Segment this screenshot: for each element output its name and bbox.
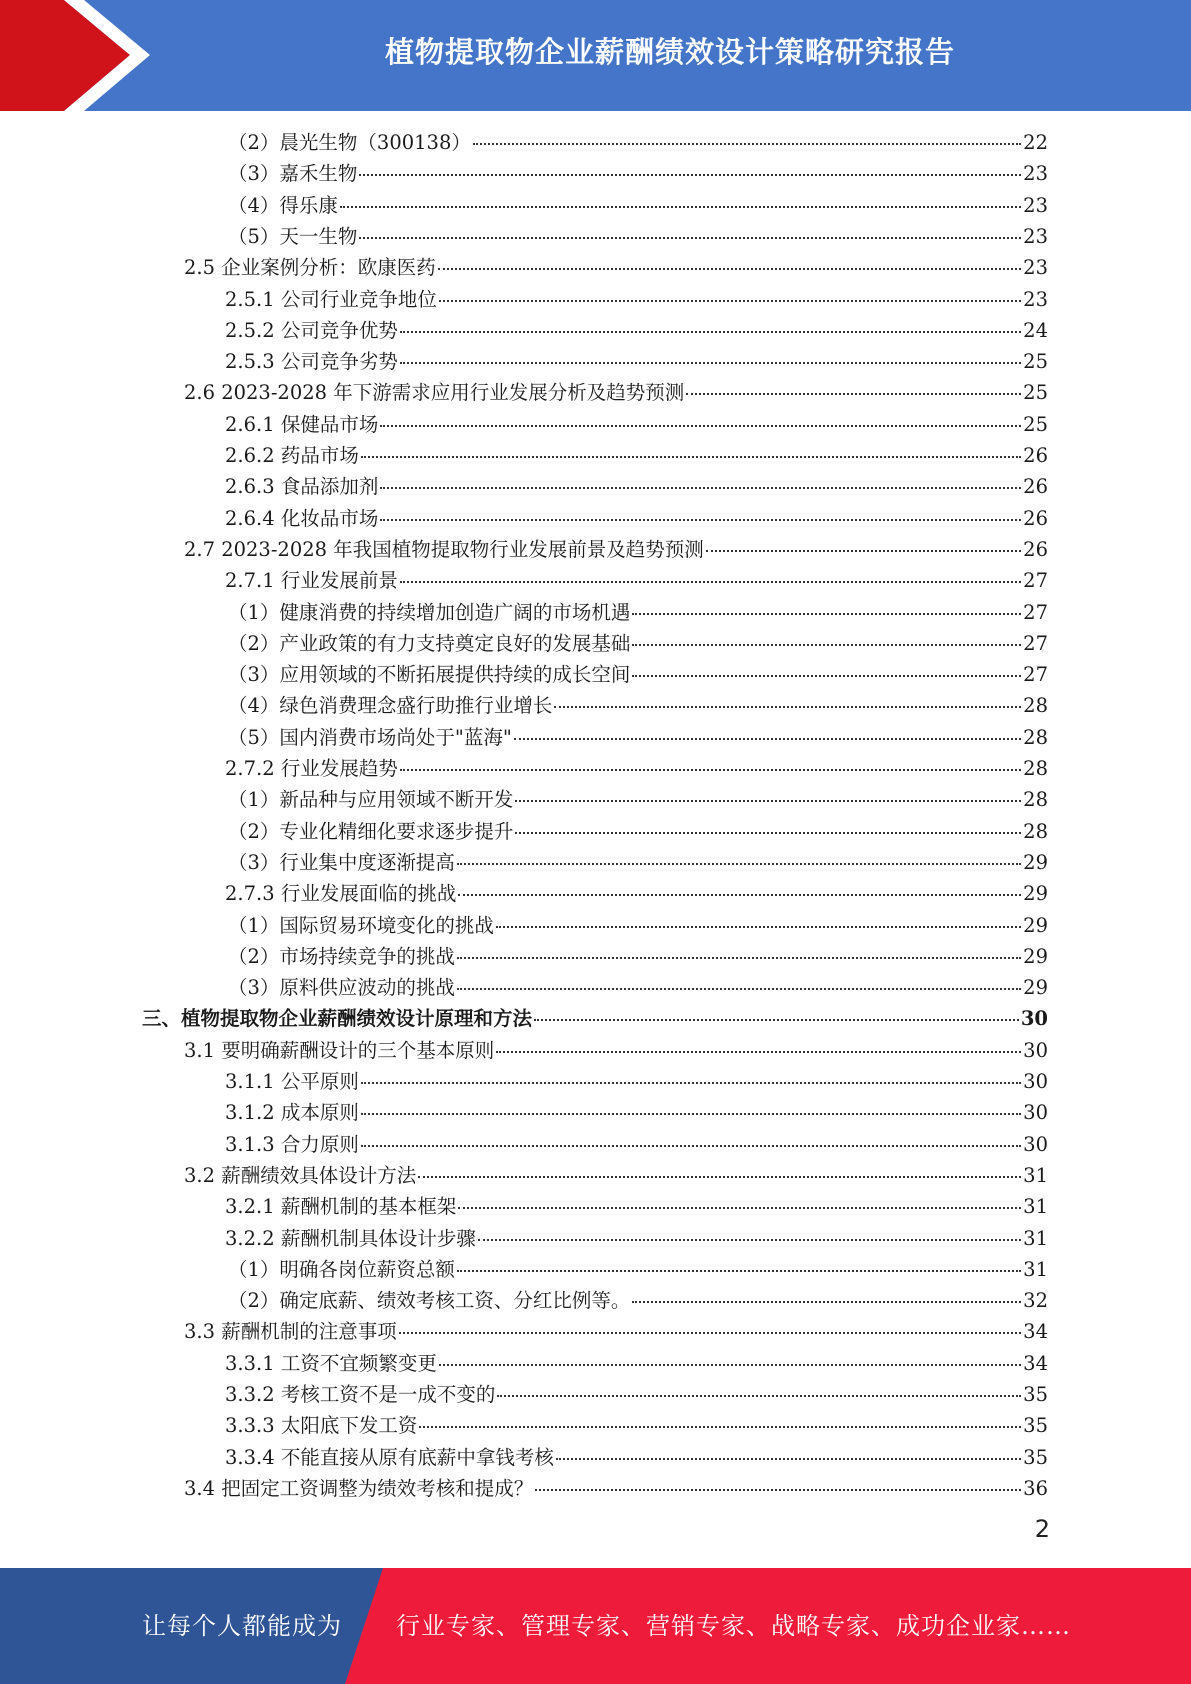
toc-entry[interactable] [184, 1316, 1048, 1347]
report-title: 植物提取物企业薪酬绩效设计策略研究报告 [384, 34, 955, 69]
toc-entry[interactable] [225, 440, 1048, 471]
footer-slogan-left: 让每个人都能成为 [142, 1612, 342, 1640]
toc-dot-leader [361, 455, 1021, 458]
toc-entry-label: （1）国际贸易环境变化的挑战 [228, 913, 494, 937]
toc-dot-leader [632, 612, 1021, 615]
toc-dot-leader [419, 1425, 1021, 1428]
toc-entry[interactable] [225, 315, 1048, 346]
toc-entry-label: 3.3.1 工资不宜频繁变更 [225, 1351, 437, 1375]
toc-entry-label: （2）市场持续竞争的挑战 [228, 944, 455, 968]
toc-entry[interactable] [225, 1379, 1048, 1410]
toc-entry-page-number: 30 [1023, 1038, 1048, 1062]
toc-dot-leader [418, 1175, 1021, 1178]
toc-entry-page-number: 28 [1023, 694, 1048, 718]
page-header [0, 0, 1191, 111]
toc-dot-leader [686, 392, 1021, 395]
toc-entry-label: （4）绿色消费理念盛行助推行业增长 [228, 694, 553, 718]
toc-entry-page-number: 25 [1023, 381, 1048, 405]
toc-entry-label: 2.5.3 公司竞争劣势 [225, 350, 398, 374]
toc-entry[interactable] [225, 1066, 1048, 1097]
toc-entry-page-number: 35 [1023, 1383, 1048, 1406]
toc-entry-page-number: 30 [1023, 1132, 1048, 1156]
toc-entry-label: 2.6.1 保健品市场 [225, 412, 379, 436]
toc-dot-leader [515, 831, 1021, 834]
toc-entry-page-number: 34 [1023, 1320, 1048, 1344]
toc-dot-leader [457, 1269, 1021, 1272]
toc-entry-page-number: 29 [1023, 913, 1048, 937]
toc-entry-label: （1）新品种与应用领域不断开发 [228, 788, 514, 812]
toc-entry-page-number: 25 [1023, 412, 1048, 436]
toc-entry-label: 3.1.2 成本原则 [225, 1101, 359, 1125]
toc-entry[interactable] [228, 941, 1048, 972]
toc-entry[interactable] [228, 597, 1048, 628]
toc-entry-page-number: 35 [1023, 1414, 1048, 1438]
toc-entry[interactable] [228, 190, 1048, 221]
toc-dot-leader [400, 768, 1021, 771]
toc-entry[interactable] [228, 722, 1048, 753]
toc-dot-leader [439, 1363, 1021, 1366]
toc-entry[interactable] [225, 1348, 1048, 1379]
toc-entry[interactable] [225, 409, 1048, 440]
toc-entry-page-number: 29 [1023, 976, 1048, 1000]
toc-entry-page-number: 22 [1023, 131, 1048, 154]
toc-entry-page-number: 31 [1023, 1163, 1048, 1187]
toc-entry-page-number: 31 [1023, 1226, 1048, 1250]
toc-entry-label: 2.6.2 药品市场 [225, 444, 359, 467]
toc-entry-page-number: 27 [1023, 631, 1048, 655]
toc-entry-page-number: 31 [1023, 1257, 1048, 1281]
toc-dot-leader [632, 1300, 1021, 1303]
toc-entry-label: 2.6.3 食品添加剂 [225, 475, 379, 499]
toc-entry[interactable] [184, 1035, 1048, 1066]
toc-entry-page-number: 28 [1023, 819, 1048, 843]
toc-entry-label: （3）应用领域的不断拓展提供持续的成长空间 [228, 663, 631, 687]
toc-entry-label: （2）产业政策的有力支持奠定良好的发展基础 [228, 631, 631, 655]
toc-entry-page-number: 24 [1023, 318, 1048, 342]
toc-entry-page-number: 29 [1023, 882, 1048, 906]
toc-entry-page-number: 36 [1023, 1476, 1048, 1500]
toc-entry-label: （3）嘉禾生物 [228, 162, 358, 186]
toc-entry[interactable] [228, 690, 1048, 721]
toc-entry[interactable] [225, 1129, 1048, 1160]
toc-entry[interactable] [225, 878, 1048, 909]
toc-dot-leader [380, 518, 1021, 521]
toc-entry[interactable] [184, 377, 1048, 408]
toc-entry-label: 2.5.2 公司竞争优势 [225, 318, 398, 342]
toc-entry[interactable] [228, 1254, 1048, 1285]
toc-entry-label: 2.7.1 行业发展前景 [225, 569, 398, 593]
toc-entry-page-number: 27 [1023, 600, 1048, 624]
toc-entry-page-number: 23 [1023, 287, 1048, 311]
toc-entry[interactable] [228, 158, 1048, 189]
toc-entry-label: （3）行业集中度逐渐提高 [228, 850, 455, 874]
toc-entry-page-number: 34 [1023, 1351, 1048, 1375]
toc-entry-page-number: 28 [1023, 725, 1048, 749]
toc-entry[interactable] [184, 252, 1048, 283]
toc-entry-page-number: 27 [1023, 569, 1048, 593]
toc-entry[interactable] [225, 753, 1048, 784]
toc-dot-leader [400, 580, 1021, 583]
toc-entry-page-number: 26 [1023, 475, 1048, 499]
toc-entry-page-number: 31 [1023, 1195, 1048, 1219]
toc-entry-page-number: 32 [1023, 1289, 1048, 1313]
toc-entry-label: 2.7.2 行业发展趋势 [225, 757, 398, 780]
toc-entry-page-number: 29 [1023, 850, 1048, 874]
toc-entry-label: 2.5 企业案例分析：欧康医药 [184, 256, 436, 280]
toc-entry-page-number: 23 [1023, 193, 1048, 217]
toc-dot-leader [457, 987, 1021, 990]
toc-dot-leader [438, 267, 1021, 270]
toc-dot-leader [457, 956, 1021, 959]
toc-dot-leader [706, 549, 1021, 552]
toc-entry[interactable] [225, 503, 1048, 534]
toc-dot-leader [632, 674, 1021, 677]
toc-entry-label: 3.2 薪酬绩效具体设计方法 [184, 1163, 417, 1187]
toc-dot-leader [458, 1206, 1021, 1209]
toc-entry[interactable] [228, 847, 1048, 878]
toc-dot-leader [400, 361, 1021, 364]
toc-dot-leader [361, 1081, 1021, 1084]
toc-entry-page-number: 30 [1023, 1070, 1048, 1093]
toc-entry[interactable] [228, 221, 1048, 252]
toc-dot-leader [514, 737, 1021, 740]
toc-dot-leader [361, 1144, 1021, 1147]
toc-entry-label: （1）健康消费的持续增加创造广阔的市场机遇 [228, 600, 631, 624]
toc-entry-page-number: 35 [1023, 1445, 1048, 1469]
toc-dot-leader [457, 862, 1021, 865]
toc-entry[interactable] [225, 284, 1048, 315]
toc-entry[interactable] [228, 816, 1048, 847]
toc-dot-leader [400, 330, 1021, 333]
footer-slogan-right: 行业专家、管理专家、营销专家、战略专家、成功企业家…… [396, 1612, 1071, 1640]
toc-entry[interactable] [228, 127, 1048, 158]
toc-dot-leader [478, 1238, 1021, 1241]
toc-dot-leader [496, 925, 1021, 928]
toc-entry[interactable] [228, 1285, 1048, 1316]
toc-entry-label: 3.2.2 薪酬机制具体设计步骤 [225, 1226, 476, 1250]
toc-entry-label: （2）专业化精细化要求逐步提升 [228, 819, 514, 843]
toc-entry-label: 3.2.1 薪酬机制的基本框架 [225, 1195, 457, 1219]
toc-entry[interactable] [142, 1003, 1048, 1034]
toc-entry-label: （3）原料供应波动的挑战 [228, 976, 455, 1000]
toc-entry[interactable] [225, 471, 1048, 502]
toc-entry-page-number: 23 [1023, 224, 1048, 248]
toc-entry-page-number: 26 [1023, 506, 1048, 530]
toc-dot-leader [554, 705, 1021, 708]
toc-entry-label: 3.3.4 不能直接从原有底薪中拿钱考核 [225, 1445, 554, 1469]
toc-entry-page-number: 30 [1020, 1007, 1048, 1031]
toc-entry-label: 3.1.3 合力原则 [225, 1132, 359, 1156]
toc-entry[interactable] [225, 1097, 1048, 1128]
toc-dot-leader [473, 142, 1021, 145]
toc-entry-page-number: 23 [1023, 256, 1048, 280]
toc-entry[interactable] [228, 910, 1048, 941]
toc-entry-label: 3.3.2 考核工资不是一成不变的 [225, 1383, 496, 1406]
toc-entry-label: （2）确定底薪、绩效考核工资、分红比例等。 [228, 1289, 631, 1313]
toc-dot-leader [340, 205, 1021, 208]
toc-dot-leader [399, 1331, 1021, 1334]
toc-dot-leader [458, 893, 1021, 896]
toc-entry-page-number: 28 [1023, 788, 1048, 812]
toc-entry-label: 2.5.1 公司行业竞争地位 [225, 287, 437, 311]
toc-entry[interactable] [225, 1442, 1048, 1473]
toc-entry-label: 3.1.1 公平原则 [225, 1070, 359, 1093]
page-footer [0, 1568, 1191, 1684]
toc-entry-label: 3.1 要明确薪酬设计的三个基本原则 [184, 1038, 495, 1062]
toc-entry-page-number: 27 [1023, 663, 1048, 687]
toc-entry[interactable] [228, 972, 1048, 1003]
toc-entry[interactable] [228, 784, 1048, 815]
toc-dot-leader [359, 236, 1021, 239]
toc-entry-page-number: 26 [1023, 444, 1048, 467]
toc-entry[interactable] [184, 534, 1048, 565]
toc-dot-leader [380, 486, 1021, 489]
toc-dot-leader [496, 1050, 1021, 1053]
toc-entry-label: 2.6.4 化妆品市场 [225, 506, 379, 530]
toc-entry[interactable] [225, 1223, 1048, 1254]
toc-entry-label: 三、植物提取物企业薪酬绩效设计原理和方法 [142, 1007, 533, 1031]
toc-dot-leader [515, 799, 1021, 802]
toc-entry[interactable] [225, 565, 1048, 596]
toc-entry-page-number: 26 [1023, 537, 1048, 561]
toc-entry-label: 3.3.3 太阳底下发工资 [225, 1414, 418, 1438]
toc-dot-leader [535, 1488, 1021, 1491]
toc-entry[interactable] [228, 628, 1048, 659]
toc-entry[interactable] [184, 1160, 1048, 1191]
toc-dot-leader [632, 643, 1021, 646]
toc-entry-page-number: 30 [1023, 1101, 1048, 1125]
toc-entry-page-number: 23 [1023, 162, 1048, 186]
toc-dot-leader [380, 424, 1021, 427]
toc-entry-label: （1）明确各岗位薪资总额 [228, 1257, 455, 1281]
toc-entry-label: （5）天一生物 [228, 224, 358, 248]
toc-entry-label: 3.4 把固定工资调整为绩效考核和提成？ [184, 1476, 534, 1500]
toc-entry-label: （4）得乐康 [228, 193, 338, 217]
toc-entry-label: （2）晨光生物（300138） [228, 131, 471, 154]
toc-entry[interactable] [228, 659, 1048, 690]
toc-entry-page-number: 28 [1023, 757, 1048, 780]
page-number: 2 [1034, 1515, 1050, 1543]
toc-entry-label: 2.7.3 行业发展面临的挑战 [225, 882, 457, 906]
toc-entry[interactable] [225, 1410, 1048, 1441]
toc-dot-leader [556, 1457, 1021, 1460]
toc-entry-page-number: 29 [1023, 944, 1048, 968]
toc-dot-leader [534, 1018, 1019, 1021]
toc-entry-label: 2.6 2023-2028 年下游需求应用行业发展分析及趋势预测 [184, 381, 685, 405]
toc-dot-leader [497, 1394, 1021, 1397]
toc-entry-label: 3.3 薪酬机制的注意事项 [184, 1320, 397, 1344]
toc-entry[interactable] [225, 346, 1048, 377]
toc-dot-leader [359, 173, 1021, 176]
toc-entry-page-number: 25 [1023, 350, 1048, 374]
toc-entry-label: 2.7 2023-2028 年我国植物提取物行业发展前景及趋势预测 [184, 537, 704, 561]
toc-entry-label: （5）国内消费市场尚处于"蓝海" [228, 725, 512, 749]
toc-dot-leader [439, 299, 1021, 302]
toc-entry[interactable] [225, 1191, 1048, 1222]
toc-entry[interactable] [184, 1473, 1048, 1504]
toc-dot-leader [361, 1112, 1021, 1115]
